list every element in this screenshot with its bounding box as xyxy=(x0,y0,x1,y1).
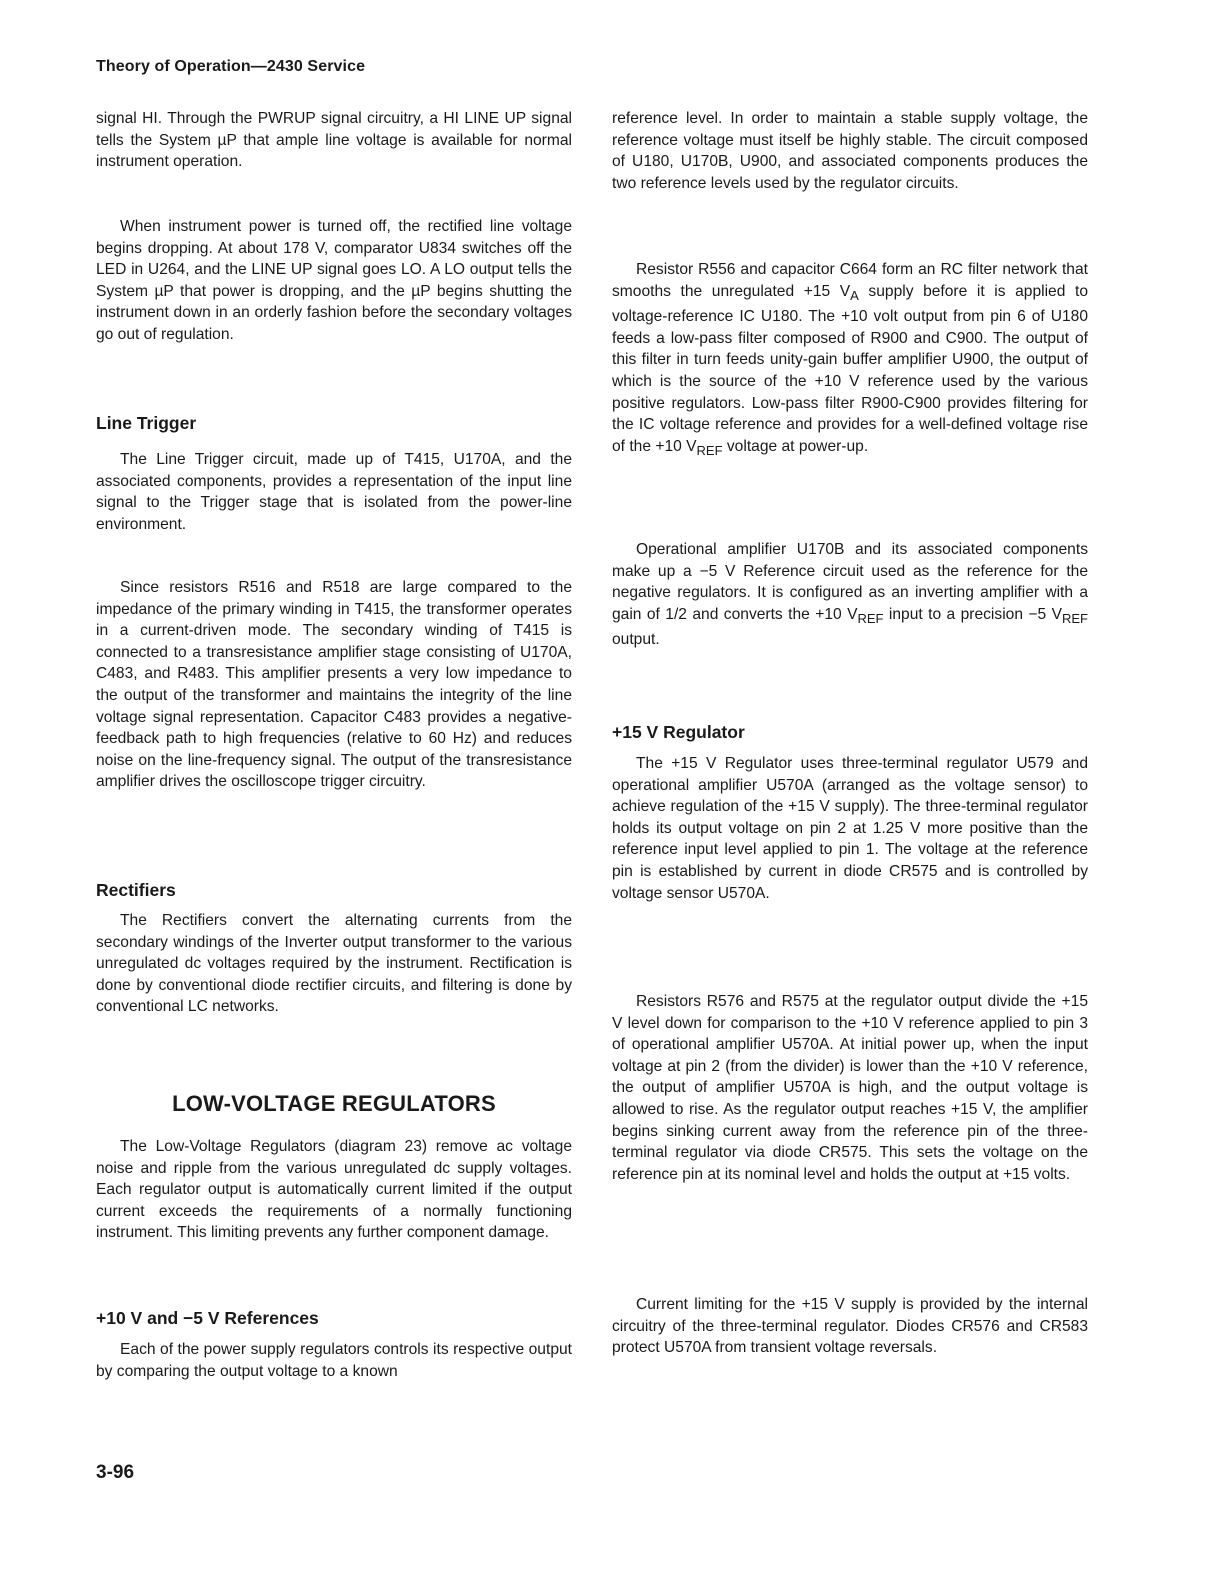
rectifiers-heading xyxy=(96,879,572,901)
paragraph-text: reference level. In order to maintain a stable supply voltage, the reference voltage must itself be highly stable. The circuit composed of U180, U170B, U900, and associated components produces the two reference levels used by the regulator circuits. xyxy=(612,110,1088,192)
left-paragraph-2 xyxy=(96,216,572,346)
paragraph-text: The Line Trigger circuit, made up of T415, U170A, and the associated components, provides a representation of the input line signal to the Trigger stage that is isolated from the power-line environment. xyxy=(96,451,572,533)
left-paragraph-4 xyxy=(96,577,572,793)
page-number: 3-96 xyxy=(96,1462,135,1483)
running-header: Theory of Operation—2430 Service xyxy=(96,58,366,75)
subscript: REF xyxy=(696,442,723,458)
text-run: voltage at power-up. xyxy=(722,437,869,455)
paragraph-text: signal HI. Through the PWRUP signal circuitry, a HI LINE UP signal tells the System µP that ample line voltage is available for normal instrument operation. xyxy=(96,110,572,171)
paragraph-text xyxy=(612,259,1088,462)
line-trigger-heading xyxy=(96,412,572,434)
right-paragraph-5 xyxy=(612,991,1088,1185)
text-run: supply before it is applied to voltage-reference IC U180. The +10 volt output from pin 6 of U180 feeds a low-pass filter composed of R900 and C900. The output of this filter in turn feeds unity-gain buffer amplifier U900, the output of which is the source of the +10 V reference used by the various positive regulators. Low-pass filter R900-C900 provides filtering for the IC voltage reference and provides for a well-defined voltage rise of the +10 V xyxy=(612,282,1088,455)
left-paragraph-3 xyxy=(96,449,572,535)
section-heading: +15 V Regulator xyxy=(612,722,745,742)
text-run: input to a precision −5 V xyxy=(883,605,1062,623)
paragraph-text: The Rectifiers convert the alternating currents from the secondary windings of the Inverter output transformer to the various unregulated dc voltages required by the instrument. Rectification is done by conventional diode rectifier circuits, and filtering is done by conventional LC networks. xyxy=(96,912,572,1016)
paragraph-text: Each of the power supply regulators controls its respective output by comparing the output voltage to a known xyxy=(96,1341,572,1380)
right-paragraph-4 xyxy=(612,753,1088,904)
subscript: REF xyxy=(1062,610,1088,626)
section-heading: Rectifiers xyxy=(96,880,176,900)
text-run: Operational amplifier U170B and its associated components make up a −5 V Reference circuit used as the reference for the negative regulators. It is configured as an inverting amplifier with a gain of 1/2 and converts the +10 V xyxy=(612,541,1088,623)
lv-regulators-heading xyxy=(96,1091,572,1117)
left-paragraph-5 xyxy=(96,910,572,1018)
subscript: A xyxy=(850,287,859,303)
section-heading: +10 V and −5 V References xyxy=(96,1308,319,1328)
left-paragraph-7 xyxy=(96,1339,572,1382)
right-paragraph-6 xyxy=(612,1294,1088,1359)
paragraph-text: When instrument power is turned off, the rectified line voltage begins dropping. At about 178 V, comparator U834 switches off the LED in U264, and the LINE UP signal goes LO. A LO output tells the System µP that power is dropping, and the µP begins shutting the instrument down in an orderly fashion before the secondary voltages go out of regulation. xyxy=(96,218,572,343)
section-heading: Line Trigger xyxy=(96,413,197,433)
15v-regulator-heading xyxy=(612,721,1088,743)
paragraph-text: The +15 V Regulator uses three-terminal regulator U579 and operational amplifier U570A (arranged as the voltage sensor) to achieve regulation of the +15 V supply). The three-terminal regulator holds its output voltage on pin 2 at 1.25 V more positive than the reference input level applied to pin 1. The voltage at the reference pin is established by current in diode CR575 and is controlled by voltage sensor U570A. xyxy=(612,755,1088,902)
paragraph-text: Current limiting for the +15 V supply is provided by the internal circuitry of the three-terminal regulator. Diodes CR576 and CR583 protect U570A from transient voltage reversals. xyxy=(612,1296,1088,1357)
paragraph-text: Since resistors R516 and R518 are large compared to the impedance of the primary winding in T415, the transformer operates in a current-driven mode. The secondary winding of T415 is connected to a transresistance amplifier stage consisting of U170A, C483, and R483. This amplifier presents a very low impedance to the output of the transformer and maintains the integrity of the line voltage signal representation. Capacitor C483 provides a negative-feedback path to high frequencies (relative to 60 Hz) and reduces noise on the line-frequency signal. The output of the transresistance amplifier drives the oscilloscope trigger circuitry. xyxy=(96,579,572,791)
references-heading xyxy=(96,1307,572,1329)
paragraph-text xyxy=(612,539,1088,651)
text-run: Resistor R556 and capacitor C664 form an RC filter network that smooths the unregulated +15 V xyxy=(612,261,1088,300)
right-paragraph-2 xyxy=(612,259,1088,462)
left-paragraph-1 xyxy=(96,108,572,173)
right-paragraph-1 xyxy=(612,108,1088,194)
paragraph-text: Resistors R576 and R575 at the regulator output divide the +15 V level down for comparison to the +10 V reference applied to pin 3 of operational amplifier U570A. At initial power up, when the input voltage at pin 2 (from the divider) is lower than the +10 V reference, the output of amplifier U570A is high, and the output voltage is allowed to rise. As the regulator output reaches +15 V, the amplifier begins sinking current away from the reference pin of the three-terminal regulator via diode CR575. This sets the voltage on the reference pin at its nominal level and holds the output at +15 volts. xyxy=(612,993,1088,1183)
left-paragraph-6 xyxy=(96,1136,572,1244)
right-paragraph-3 xyxy=(612,539,1088,651)
paragraph-text: The Low-Voltage Regulators (diagram 23) remove ac voltage noise and ripple from the various unregulated dc supply voltages. Each regulator output is automatically current limited if the output current exceeds the requirements of a normally functioning instrument. This limiting prevents any further component damage. xyxy=(96,1138,572,1242)
subscript: REF xyxy=(857,610,884,626)
text-run: output. xyxy=(612,631,660,649)
major-section-heading: LOW-VOLTAGE REGULATORS xyxy=(172,1091,496,1116)
